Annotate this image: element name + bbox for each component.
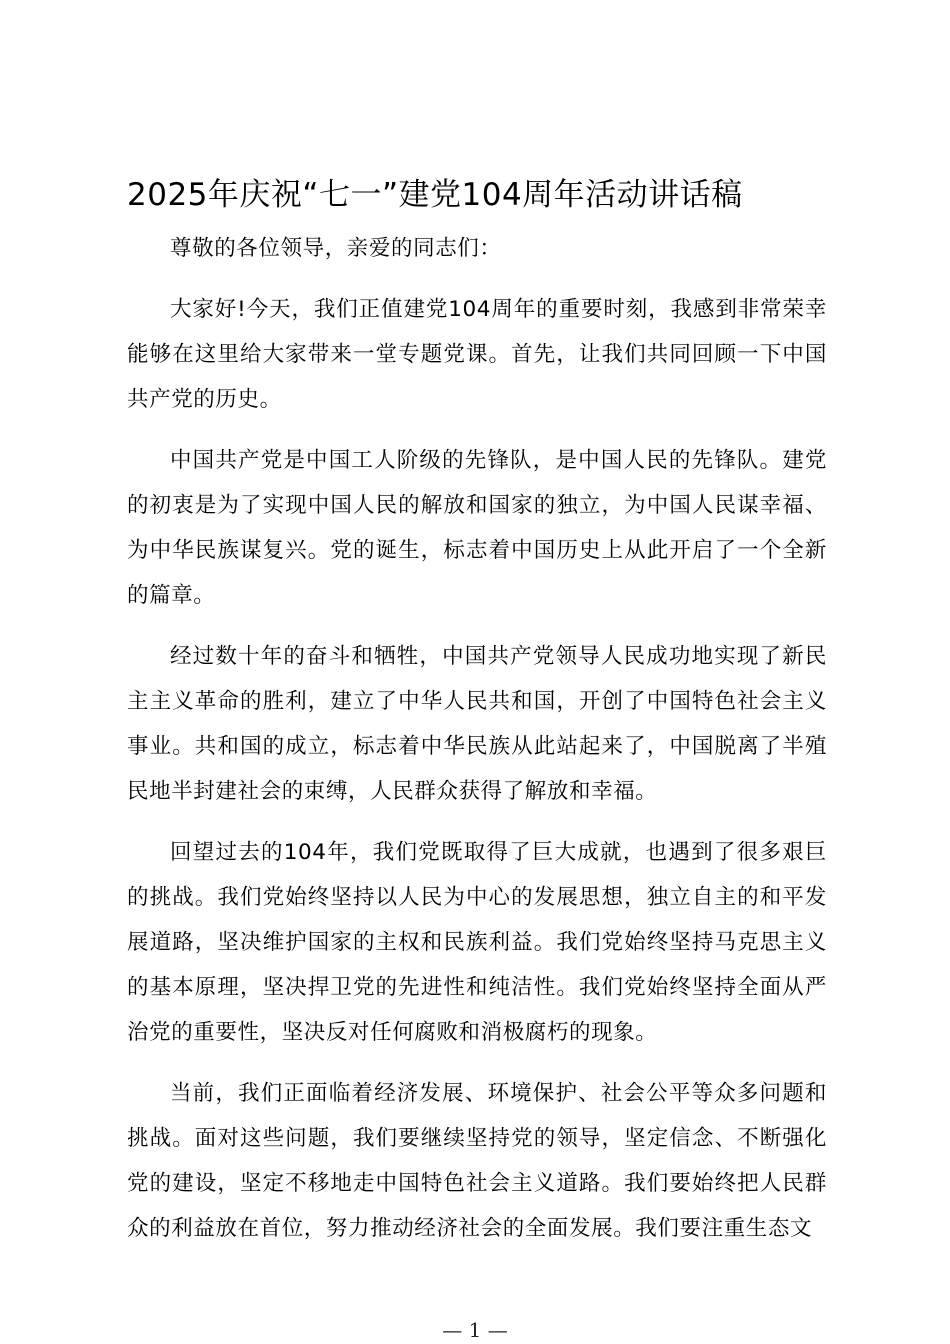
page-number: — 1 — [442,1318,508,1342]
paragraph-revolution: 经过数十年的奋斗和牺牲，中国共产党领导人民成功地实现了新民主主义革命的胜利，建立了中华人民共和国，开创了中国特色社会主义事业。共和国的成立，标志着中华民族从此站起来了，中国脱离了半殖民地半封建社会的束缚，人民群众获得了解放和幸福。 [127,644,827,804]
paragraph-greeting: 大家好!今天，我们正值建党104周年的重要时刻，我感到非常荣幸能够在这里给大家带来一堂专题党课。首先，让我们共同回顾一下中国共产党的历史。 [127,297,827,412]
salutation: 尊敬的各位领导，亲爱的同志们： [170,236,502,261]
document-body [127,226,827,1267]
paragraph-current-challenges: 当前，我们正面临着经济发展、环境保护、社会公平等众多问题和挑战。面对这些问题，我们要继续坚持党的领导，坚定信念、不断强化党的建设，坚定不移地走中国特色社会主义道路。我们要始终把人民群众的利益放在首位，努力推动经济社会的全面发展。我们要注重生态文 [127,1081,827,1241]
paragraph-review: 回望过去的104年，我们党既取得了巨大成就，也遇到了很多艰巨的挑战。我们党始终坚持以人民为中心的发展思想，独立自主的和平发展道路，坚决维护国家的主权和民族利益。我们党始终坚持马克思主义的基本原理，坚决捍卫党的先进性和纯洁性。我们党始终坚持全面从严治党的重要性，坚决反对任何腐败和消极腐朽的现象。 [127,840,827,1045]
document-title: 2025年庆祝“七一”建党104周年活动讲话稿 [127,177,743,213]
paragraph-party-nature: 中国共产党是中国工人阶级的先锋队，是中国人民的先锋队。建党的初衷是为了实现中国人民的解放和国家的独立，为中国人民谋幸福、为中华民族谋复兴。党的诞生，标志着中国历史上从此开启了一个全新的篇章。 [127,448,827,608]
